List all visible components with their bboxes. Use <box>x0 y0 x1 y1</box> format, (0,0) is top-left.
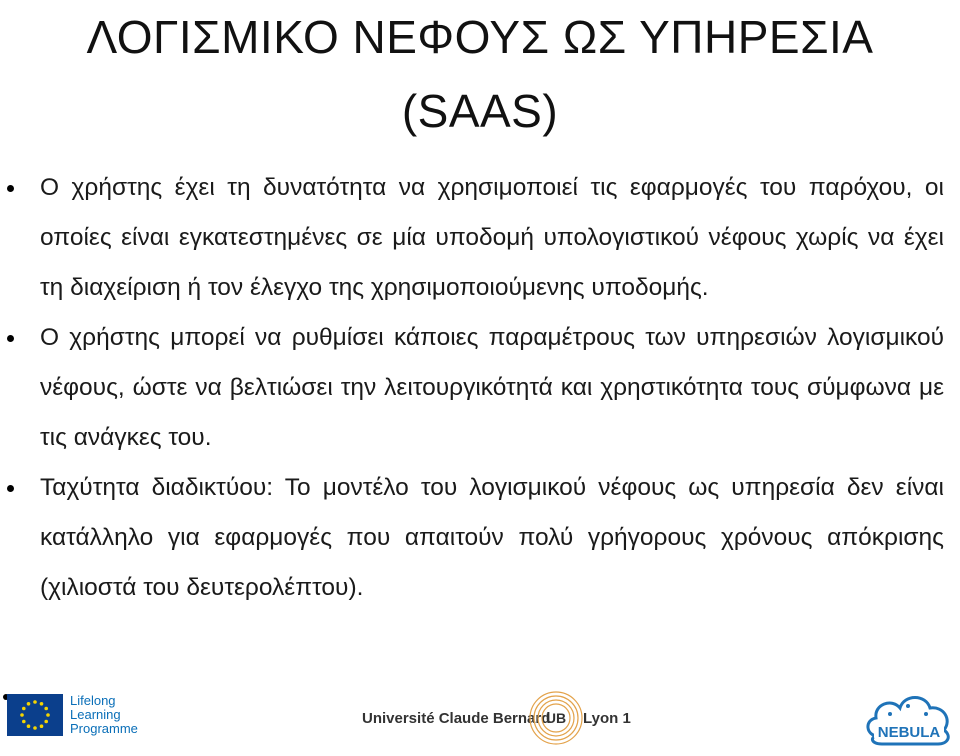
bullet-item <box>0 463 960 613</box>
slide-title-line1: ΛΟΓΙΣΜΙΚΟ ΝΕΦΟΥΣ ΩΣ ΥΠΗΡΕΣΙΑ <box>86 11 874 63</box>
eu-flag-icon <box>7 694 63 736</box>
llp-line: Programme <box>70 721 138 736</box>
bullet-dot-icon <box>7 335 14 342</box>
llp-line: Learning <box>70 707 121 722</box>
slide-title <box>0 0 960 148</box>
bullet-item <box>0 313 960 463</box>
bullet-item <box>0 163 960 313</box>
bullet-text: Ταχύτητα διαδικτύου: Το μοντέλο του λογισμικού νέφους ως υπηρεσία δεν είναι κατάλληλο για εφαρμογές που απαιτούν πολύ γρήγορους χρόνους απόκρισης (χιλιοστά του δευτερολέπτου). <box>40 474 944 601</box>
bullet-list <box>0 163 960 613</box>
lifelong-learning-programme-logo <box>70 694 138 736</box>
nebula-label: NEBULA <box>877 724 941 741</box>
university-name: Université Claude Bernard <box>362 710 551 727</box>
bullet-text: Ο χρήστης μπορεί να ρυθμίσει κάποιες παραμέτρους των υπηρεσιών λογισμικού νέφους, ώστε να βελτιώσει την λειτουργικότητά και χρηστικότητα τους σύμφωνα με τις ανάγκες του. <box>40 324 944 451</box>
bullet-dot-icon <box>7 185 14 192</box>
bullet-text: Ο χρήστης έχει τη δυνατότητα να χρησιμοποιεί τις εφαρμογές του παρόχου, οι οποίες είναι εγκατεστημένες σε μία υποδομή υπολογιστικού νέφους χωρίς να έχει τη διαχείριση ή τον έλεγχο της χρησιμοποιούμενης υποδομής. <box>40 174 944 301</box>
university-emblem-icon <box>528 682 584 752</box>
university-logo-text: UB <box>545 710 567 726</box>
slide-footer <box>0 680 960 756</box>
llp-line: Lifelong <box>70 693 116 708</box>
nebula-logo-icon <box>860 684 956 750</box>
slide-title-line2: (SAAS) <box>401 85 559 137</box>
bullet-dot-icon <box>7 485 14 492</box>
university-city: Lyon 1 <box>583 710 631 727</box>
